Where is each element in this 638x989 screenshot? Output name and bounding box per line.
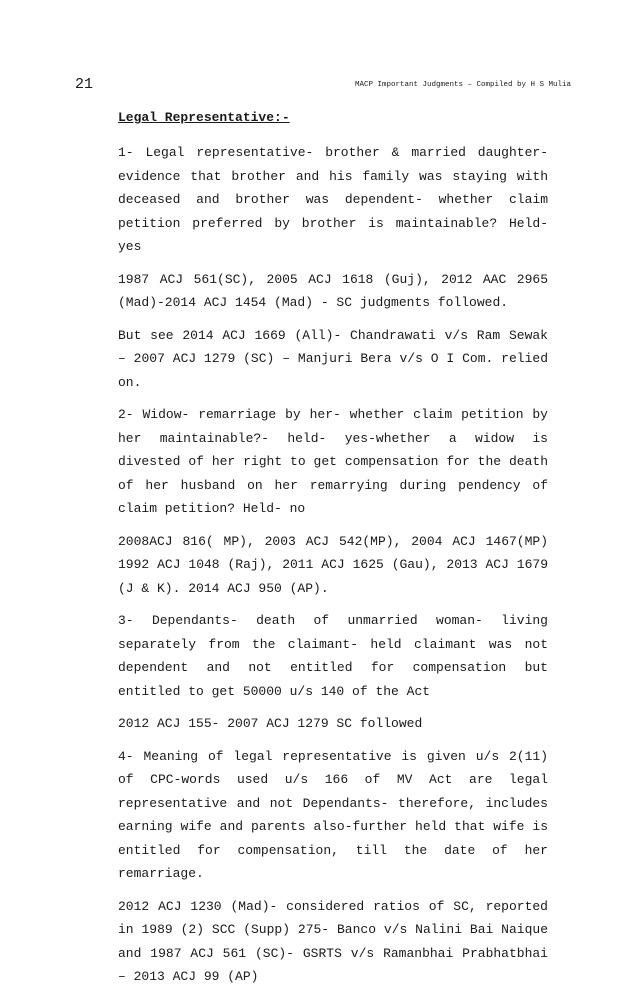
paragraph-2: 1987 ACJ 561(SC), 2005 ACJ 1618 (Guj), 2012 AAC 2965 (Mad)-2014 ACJ 1454 (Mad) - SC judgments followed. (118, 271, 548, 310)
paragraph-7: 2012 ACJ 155- 2007 ACJ 1279 SC followed (118, 716, 423, 731)
section-heading: Legal Representative:- (118, 110, 290, 125)
paragraph-5: 2008ACJ 816( MP), 2003 ACJ 542(MP), 2004 ACJ 1467(MP) 1992 ACJ 1048 (Raj), 2011 ACJ 1625 (Gau), 2013 ACJ 1679 (J & K). 2014 ACJ 950 (AP). (118, 533, 548, 596)
paragraph-1: 1- Legal representative- brother & married daughter- evidence that brother and his family was staying with deceased and brother was dependent- whether claim petition preferred by brother is maintainable? Held- yes (118, 145, 548, 254)
paragraph-8: 4- Meaning of legal representative is given u/s 2(11) of CPC-words used u/s 166 of MV Act are legal representative and not Dependants- therefore, includes earning wife and parents also-further held that wife is entitled for compensation, till the date of her remarriage. (118, 748, 548, 881)
paragraph-4: 2- Widow- remarriage by her- whether claim petition by her maintainable?- held- yes-whether a widow is divested of her right to get compensation for the death of her husband on her remarrying during pendency of claim petition? Held- no (118, 407, 548, 516)
paragraph-3: But see 2014 ACJ 1669 (All)- Chandrawati v/s Ram Sewak – 2007 ACJ 1279 (SC) – Manjuri Bera v/s O I Com. relied on. (118, 327, 548, 390)
page-content (118, 107, 548, 989)
running-header: MACP Important Judgments – Compiled by H S Mulia (355, 81, 572, 89)
paragraph-6: 3- Dependants- death of unmarried woman- living separately from the claimant- held claimant was not dependent and not entitled for compensation but entitled to get 50000 u/s 140 of the Act (118, 613, 548, 699)
page-number: 21 (75, 76, 94, 93)
paragraph-9: 2012 ACJ 1230 (Mad)- considered ratios of SC, reported in 1989 (2) SCC (Supp) 275- Banco v/s Nalini Bai Naique and 1987 ACJ 561 (SC)- GSRTS v/s Ramanbhai Prabhatbhai – 2013 ACJ 99 (AP) (118, 898, 548, 984)
